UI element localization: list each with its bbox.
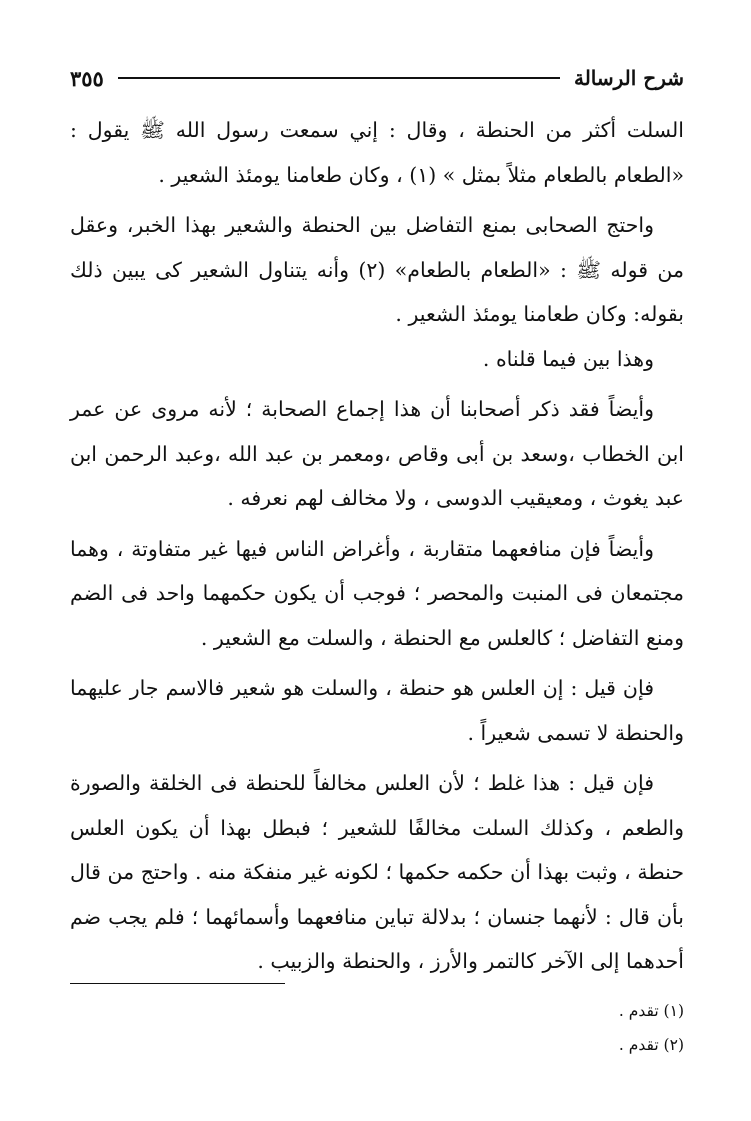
paragraph-6: فإن قيل : إن العلس هو حنطة ، والسلت هو شعير فالاسم جار عليهما والحنطة لا تسمى شعيراً . bbox=[70, 676, 684, 745]
main-text bbox=[70, 108, 684, 984]
page bbox=[70, 58, 684, 984]
paragraph-4: وأيضاً فقد ذكر أصحابنا أن هذا إجماع الصحابة ؛ لأنه مروى عن عمر ابن الخطاب ،وسعد بن أبى وقاص ،ومعمر بن عبد الله ،وعبد الرحمن ابن عبد يغوث ، ومعيقيب الدوسى ، ولا مخالف لهم نعرفه . bbox=[70, 397, 684, 510]
footnote-2: (٢) تقدم . bbox=[618, 1036, 684, 1054]
header-title: شرح الرسالة bbox=[573, 66, 684, 90]
footnote-divider bbox=[70, 983, 285, 984]
footnote-1: (١) تقدم . bbox=[618, 1002, 684, 1020]
footnotes bbox=[70, 994, 684, 1062]
paragraph-1: السلت أكثر من الحنطة ، وقال : إني سمعت رسول الله ﷺ يقول : «الطعام بالطعام مثلاً بمثل » (١) ، وكان طعامنا يومئذ الشعير . bbox=[70, 118, 684, 187]
running-header bbox=[70, 58, 684, 98]
paragraph-3: وهذا بين فيما قلناه . bbox=[482, 346, 654, 371]
paragraph-5: وأيضاً فإن منافعهما متقاربة ، وأغراض الناس فيها غير متفاوتة ، وهما مجتمعان فى المنبت والمحصر ؛ فوجب أن يكون حكمهما واحد فى الضم ومنع التفاضل ؛ كالعلس مع الحنطة ، والسلت مع الشعير . bbox=[70, 536, 684, 650]
page-number: ٣٥٥ bbox=[70, 65, 104, 91]
header-rule bbox=[118, 77, 560, 79]
paragraph-2: واحتج الصحابى بمنع التفاضل بين الحنطة والشعير بهذا الخبر، وعقل من قوله ﷺ : «الطعام بالطعام» (٢) وأنه يتناول الشعير كى يبين ذلك بقوله: وكان طعامنا يومئذ الشعير . bbox=[70, 213, 684, 326]
paragraph-7: فإن قيل : هذا غلط ؛ لأن العلس مخالفاً للحنطة فى الخلقة والصورة والطعم ، وكذلك السلت مخالفًا للشعير ؛ فبطل بهذا أن يكون العلس حنطة ، وثبت بهذا أن حكمه حكمها ؛ لكونه غير منفكة منه . واحتج من قال بأن قال : لأنهما جنسان ؛ بدلالة تباين منافعهما وأسمائهما ؛ فلم يجب ضم أحدهما إلى الآخر كالتمر والأرز ، والحنطة والزبيب . bbox=[70, 771, 685, 973]
